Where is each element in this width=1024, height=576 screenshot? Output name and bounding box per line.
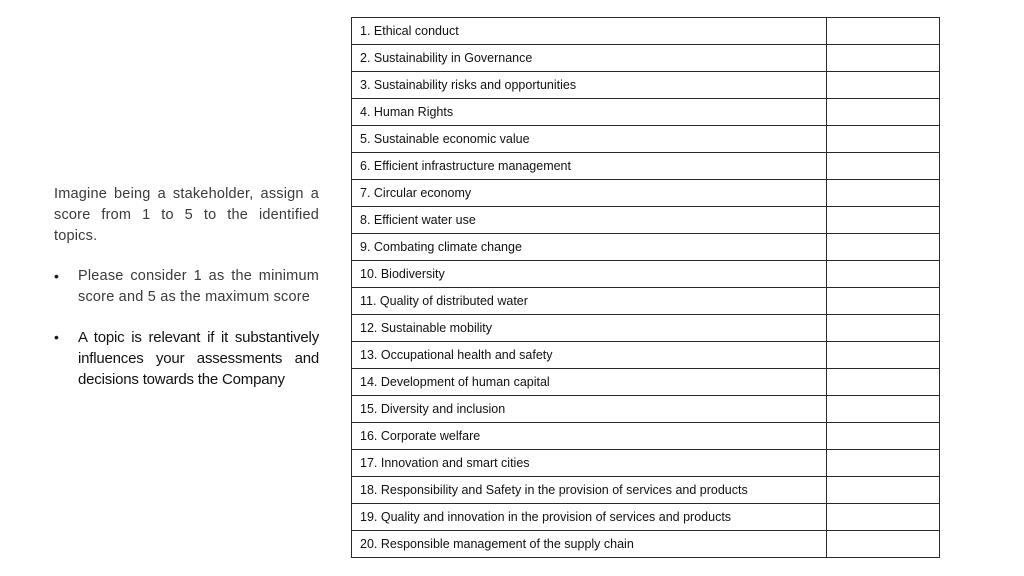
- topic-cell: 12. Sustainable mobility: [352, 315, 827, 342]
- table-row: [352, 450, 940, 477]
- table-row: [352, 288, 940, 315]
- topic-cell: 8. Efficient water use: [352, 207, 827, 234]
- table-row: [352, 153, 940, 180]
- bullet-dot-icon: •: [54, 329, 59, 345]
- score-cell[interactable]: [827, 369, 940, 396]
- score-cell[interactable]: [827, 45, 940, 72]
- topic-cell: 2. Sustainability in Governance: [352, 45, 827, 72]
- bullet-item: [54, 266, 319, 308]
- score-cell[interactable]: [827, 342, 940, 369]
- topic-cell: 11. Quality of distributed water: [352, 288, 827, 315]
- bullet-dot-icon: •: [54, 268, 59, 284]
- table-row: [352, 207, 940, 234]
- topic-cell: 9. Combating climate change: [352, 234, 827, 261]
- table-row: [352, 234, 940, 261]
- topic-cell: 10. Biodiversity: [352, 261, 827, 288]
- topic-cell: 4. Human Rights: [352, 99, 827, 126]
- table-row: [352, 423, 940, 450]
- score-cell[interactable]: [827, 180, 940, 207]
- score-cell[interactable]: [827, 450, 940, 477]
- table-row: [352, 45, 940, 72]
- topic-cell: 3. Sustainability risks and opportunities: [352, 72, 827, 99]
- table-row: [352, 126, 940, 153]
- table-row: [352, 342, 940, 369]
- topic-cell: 6. Efficient infrastructure management: [352, 153, 827, 180]
- bullet-text-scale: Please consider 1 as the minimum score and 5 as the maximum score: [78, 268, 319, 305]
- score-cell[interactable]: [827, 477, 940, 504]
- table-row: [352, 18, 940, 45]
- topics-score-table: [351, 17, 940, 558]
- table-row: [352, 261, 940, 288]
- table-row: [352, 72, 940, 99]
- topic-cell: 19. Quality and innovation in the provision of services and products: [352, 504, 827, 531]
- table-row: [352, 180, 940, 207]
- table-row: [352, 396, 940, 423]
- score-cell[interactable]: [827, 234, 940, 261]
- topic-cell: 20. Responsible management of the supply chain: [352, 531, 827, 558]
- topic-cell: 1. Ethical conduct: [352, 18, 827, 45]
- score-cell[interactable]: [827, 531, 940, 558]
- score-cell[interactable]: [827, 288, 940, 315]
- table-row: [352, 99, 940, 126]
- score-cell[interactable]: [827, 423, 940, 450]
- table-row: [352, 369, 940, 396]
- score-cell[interactable]: [827, 396, 940, 423]
- table-row: [352, 315, 940, 342]
- topic-cell: 15. Diversity and inclusion: [352, 396, 827, 423]
- topic-cell: 16. Corporate welfare: [352, 423, 827, 450]
- table-row: [352, 531, 940, 558]
- bullet-text-relevance: A topic is relevant if it substantively influences your assessments and decisions towards the Company: [78, 329, 319, 388]
- topic-cell: 7. Circular economy: [352, 180, 827, 207]
- score-cell[interactable]: [827, 153, 940, 180]
- score-cell[interactable]: [827, 126, 940, 153]
- intro-text: Imagine being a stakeholder, assign a score from 1 to 5 to the identified topics.: [54, 186, 319, 244]
- topic-cell: 17. Innovation and smart cities: [352, 450, 827, 477]
- score-cell[interactable]: [827, 72, 940, 99]
- topic-cell: 13. Occupational health and safety: [352, 342, 827, 369]
- table-row: [352, 477, 940, 504]
- topic-cell: 14. Development of human capital: [352, 369, 827, 396]
- table-row: [352, 504, 940, 531]
- topic-cell: 18. Responsibility and Safety in the provision of services and products: [352, 477, 827, 504]
- instructions-panel: [54, 184, 319, 409]
- topic-cell: 5. Sustainable economic value: [352, 126, 827, 153]
- score-cell[interactable]: [827, 207, 940, 234]
- score-cell[interactable]: [827, 99, 940, 126]
- bullet-item: [54, 327, 319, 390]
- score-cell[interactable]: [827, 18, 940, 45]
- score-cell[interactable]: [827, 504, 940, 531]
- score-cell[interactable]: [827, 261, 940, 288]
- score-cell[interactable]: [827, 315, 940, 342]
